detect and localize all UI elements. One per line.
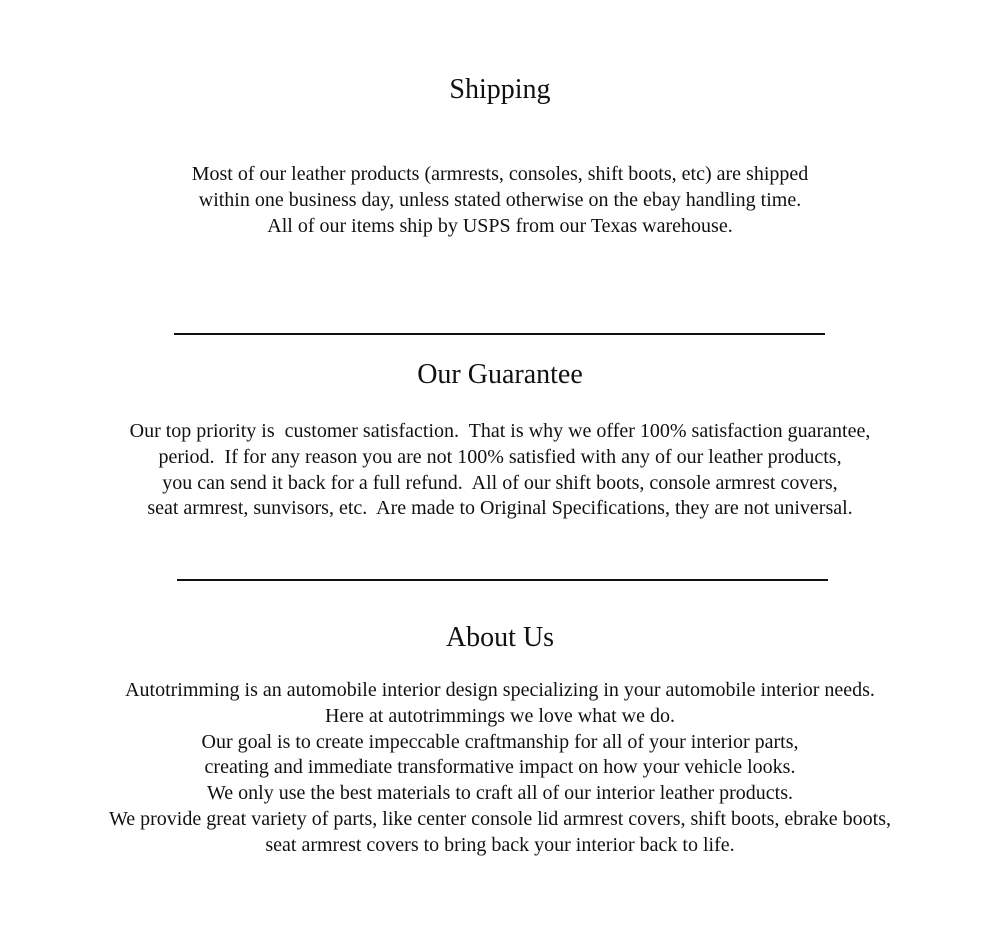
about-text — [0, 678, 1000, 859]
guarantee-text-line: you can send it back for a full refund. All of our shift boots, console armrest covers, — [162, 471, 838, 494]
section-divider — [174, 333, 825, 335]
about-text-line: Our goal is to create impeccable craftmanship for all of your interior parts, — [201, 730, 799, 753]
guarantee-text-line: seat armrest, sunvisors, etc. Are made to Original Specifications, they are not universal. — [147, 497, 853, 520]
shipping-text-line: within one business day, unless stated otherwise on the ebay handling time. — [198, 188, 802, 211]
guarantee-heading: Our Guarantee — [417, 359, 583, 390]
guarantee-text-line: period. If for any reason you are not 100% satisfied with any of our leather products, — [158, 445, 842, 468]
shipping-text-line: Most of our leather products (armrests, consoles, shift boots, etc) are shipped — [191, 163, 809, 185]
about-text-line: Here at autotrimmings we love what we do. — [325, 704, 675, 727]
shipping-text-line: All of our items ship by USPS from our Texas warehouse. — [267, 214, 733, 237]
shipping-text — [0, 162, 1000, 239]
about-text-line: We provide great variety of parts, like center console lid armrest covers, shift boots, ebrake boots, — [108, 807, 892, 830]
about-text-line: seat armrest covers to bring back your interior back to life. — [265, 833, 735, 856]
about-heading: About Us — [445, 622, 555, 653]
about-text-line: We only use the best materials to craft all of our interior leather products. — [207, 782, 793, 805]
about-text-line: Autotrimming is an automobile interior design specializing in your automobile interior needs. — [125, 679, 875, 701]
shipping-heading: Shipping — [449, 74, 551, 105]
guarantee-text-line: Our top priority is customer satisfaction. That is why we offer 100% satisfaction guarantee, — [129, 420, 871, 442]
guarantee-text — [0, 419, 1000, 522]
about-text-line: creating and immediate transformative impact on how your vehicle looks. — [204, 756, 796, 779]
section-divider — [177, 579, 828, 581]
